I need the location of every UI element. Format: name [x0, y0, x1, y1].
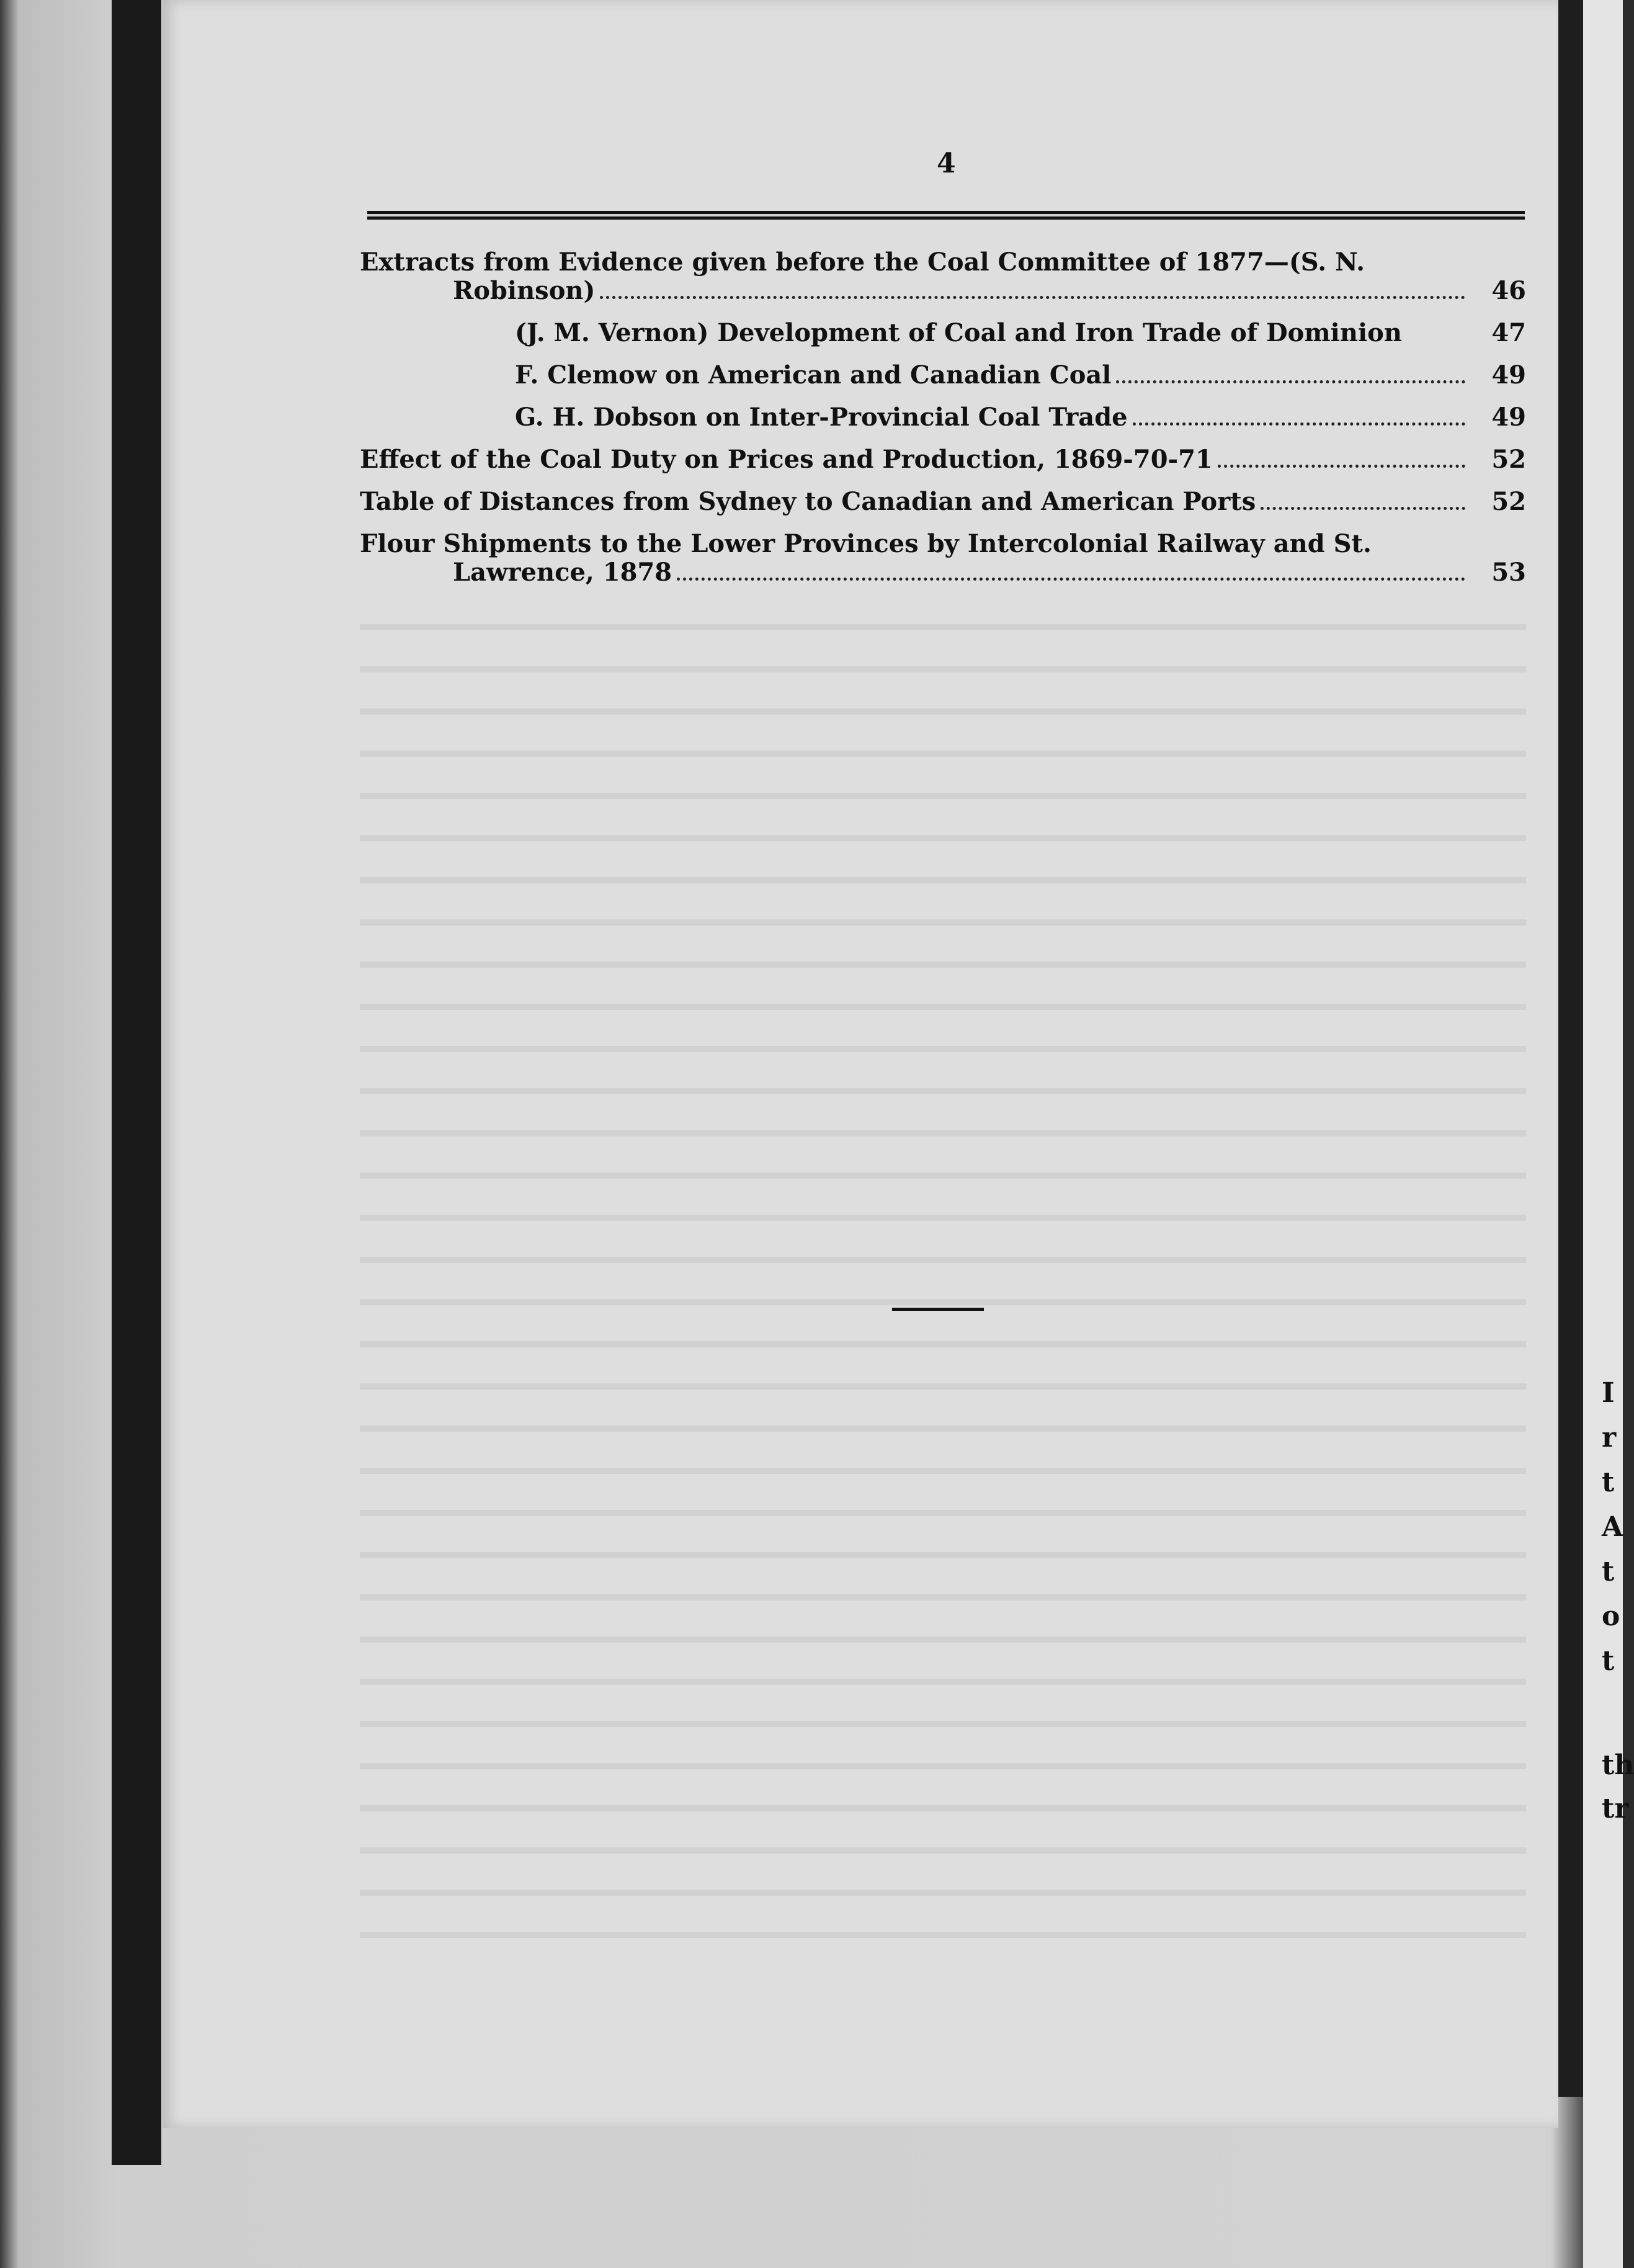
dot-leader [1407, 338, 1465, 341]
adjacent-page-fragment: t [1602, 1556, 1615, 1587]
dot-leader [1133, 422, 1465, 426]
adjacent-page-fragment: tr [1602, 1793, 1629, 1824]
left-binding-shadow [112, 0, 161, 2165]
toc-entry-text: Effect of the Coal Duty on Prices and Production, 1869-70-71 [360, 445, 1213, 474]
toc-entry [360, 445, 1526, 474]
dot-leader [677, 578, 1465, 581]
toc-entry-text: (J. M. Vernon) Development of Coal and Iron Trade of Dominion [515, 318, 1402, 347]
toc-page-number: 52 [1491, 487, 1526, 516]
toc-entry-text: Extracts from Evidence given before the Coal Committee of 1877—(S. N. [360, 248, 1365, 277]
toc-entry [360, 488, 1526, 516]
toc-entry [360, 319, 1526, 347]
right-binding-shadow [1558, 0, 1583, 2097]
adjacent-page-fragment: r [1602, 1422, 1617, 1453]
toc-page-number: 46 [1491, 276, 1526, 305]
toc-entry-text: G. H. Dobson on Inter-Provincial Coal Trade [515, 403, 1128, 432]
dot-leader [1116, 380, 1465, 383]
dot-leader [1261, 507, 1465, 510]
toc-entry-text: Table of Distances from Sydney to Canadian and American Ports [360, 487, 1256, 516]
adjacent-page-fragment: t [1602, 1645, 1615, 1677]
adjacent-page-fragment: th [1602, 1749, 1634, 1781]
adjacent-page-fragment: A [1602, 1511, 1623, 1543]
toc-entry-text: Robinson) [453, 276, 596, 305]
table-of-contents [360, 248, 1526, 587]
header-double-rule [367, 211, 1525, 220]
toc-entry [360, 248, 1526, 305]
adjacent-page-fragment: t [1602, 1467, 1615, 1498]
page-number: 4 [937, 148, 956, 179]
toc-entry-text: Lawrence, 1878 [453, 558, 672, 587]
toc-page-number: 49 [1491, 360, 1526, 390]
toc-page-number: 47 [1491, 318, 1526, 347]
dot-leader [600, 296, 1465, 299]
toc-entry [360, 530, 1526, 587]
toc-entry-text: F. Clemow on American and Canadian Coal [515, 360, 1112, 390]
show-through-text [360, 596, 1526, 1948]
toc-entry-text: Flour Shipments to the Lower Provinces by Intercolonial Railway and St. [360, 529, 1372, 558]
dot-leader [1218, 465, 1465, 468]
toc-page-number: 52 [1491, 445, 1526, 474]
toc-entry [360, 403, 1526, 432]
adjacent-page-fragment: I [1602, 1377, 1615, 1409]
adjacent-page-fragment: o [1602, 1601, 1620, 1632]
toc-page-number: 53 [1491, 558, 1526, 587]
adjacent-page-edge [1583, 0, 1634, 2268]
section-end-rule [892, 1308, 984, 1311]
toc-page-number: 49 [1491, 403, 1526, 432]
toc-entry [360, 361, 1526, 390]
